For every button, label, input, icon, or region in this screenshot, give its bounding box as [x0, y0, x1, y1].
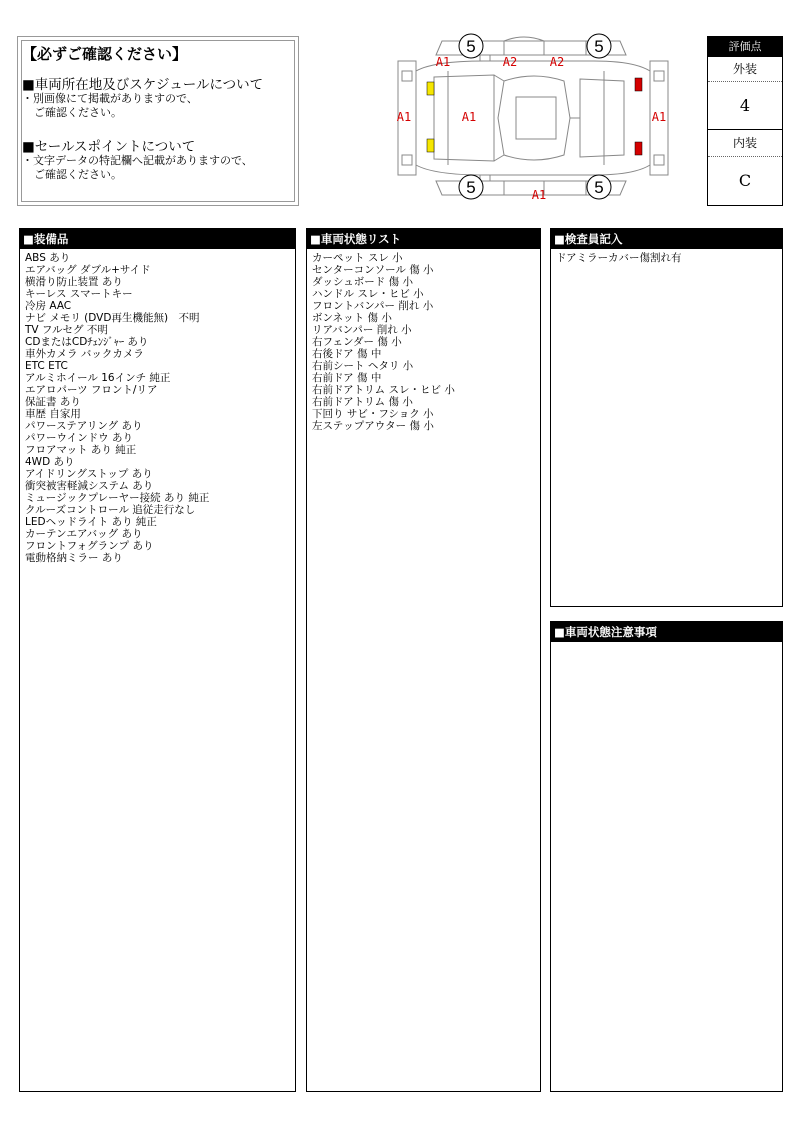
equipment-item: 衝突被害軽減システム あり [25, 480, 154, 492]
condition-item: 右前ドアトリム 傷 小 [312, 396, 413, 408]
notice-section1-heading: ■車両所在地及びスケジュールについて [22, 77, 264, 93]
interior-label: 内装 [708, 129, 782, 157]
damage-code-a1-bottom: A1 [531, 188, 547, 202]
exterior-label: 外装 [708, 57, 782, 82]
equipment-item: パワーウインドウ あり [25, 432, 134, 444]
tire-grade-br: 5 [594, 178, 604, 197]
tire-grade-tr: 5 [594, 37, 604, 56]
equipment-item: ETC ETC [25, 360, 68, 372]
notice-section1-body-2: ご確認ください。 [34, 106, 122, 119]
red-marker-bottom [635, 142, 642, 155]
condition-list [307, 249, 540, 432]
inspector-header: ■検査員記入 [551, 229, 782, 249]
condition-item: フロントバンパー 削れ 小 [312, 300, 434, 312]
equipment-item: ABS あり [25, 252, 71, 264]
equipment-item: CDまたはCDﾁｪﾝｼﾞｬｰ あり [25, 336, 149, 348]
yellow-marker-bottom [427, 139, 434, 152]
damage-code-a1-right-side: A1 [651, 110, 667, 124]
equipment-panel [19, 228, 296, 1092]
condition-item: リアバンパー 削れ 小 [312, 324, 412, 336]
tire-grade-tl: 5 [466, 37, 476, 56]
equipment-item: アルミホイール 16インチ 純正 [25, 372, 171, 384]
inspector-panel [550, 228, 783, 607]
equipment-item: 冷房 AAC [25, 300, 72, 312]
condition-item: ボンネット 傷 小 [312, 312, 392, 324]
tire-grade-bl: 5 [466, 178, 476, 197]
red-marker-top [635, 78, 642, 91]
equipment-item: クルーズコントロール 追従走行なし [25, 504, 196, 516]
damage-code-a2-left: A2 [502, 55, 518, 69]
condition-item: ダッシュボード 傷 小 [312, 276, 413, 288]
grade-box [707, 36, 783, 206]
damage-code-a2-right: A2 [549, 55, 565, 69]
yellow-marker-top [427, 82, 434, 95]
equipment-item: カーテンエアバッグ あり [25, 528, 143, 540]
equipment-item: アイドリングストップ あり [25, 468, 153, 480]
equipment-item: TV フルセグ 不明 [25, 324, 108, 336]
equipment-header: ■装備品 [20, 229, 295, 249]
notice-section2-body-2: ご確認ください。 [34, 168, 122, 181]
interior-value: C [738, 171, 752, 190]
condition-item: 右前シート ヘタリ 小 [312, 360, 414, 372]
equipment-item: フロントフォグランプ あり [25, 540, 154, 552]
equipment-item: 車外カメラ バックカメラ [25, 348, 144, 360]
notes-panel [550, 621, 783, 1092]
condition-header: ■車両状態リスト [307, 229, 540, 249]
condition-item: 右後ドア 傷 中 [312, 348, 382, 360]
condition-item: 右前ドア 傷 中 [312, 372, 382, 384]
condition-item: カーペット スレ 小 [312, 252, 403, 264]
equipment-item: LEDヘッドライト あり 純正 [25, 516, 157, 528]
exterior-value: 4 [739, 96, 751, 115]
equipment-item: ナビ メモリ (DVD再生機能無) 不明 [25, 312, 200, 324]
equipment-item: 4WD あり [25, 456, 75, 468]
equipment-item: エアロパーツ フロント/リア [25, 384, 158, 396]
condition-item: 左ステップアウター 傷 小 [312, 420, 434, 432]
car-damage-diagram [394, 31, 672, 205]
condition-item: 右前ドアトリム スレ・ヒビ 小 [312, 384, 455, 396]
equipment-item: 横滑り防止装置 あり [25, 276, 123, 288]
inspector-text: ドアミラーカバー傷割れ有 [556, 252, 682, 264]
damage-code-a1-front-left: A1 [435, 55, 451, 69]
equipment-item: キーレス スマートキー [25, 288, 133, 300]
equipment-item: 電動格納ミラー あり [25, 552, 123, 564]
condition-item: 下回り サビ・フショク 小 [312, 408, 434, 420]
damage-code-a1-hood: A1 [461, 110, 477, 124]
equipment-item: パワーステアリング あり [25, 420, 143, 432]
equipment-item: ミュージックプレーヤー接続 あり 純正 [25, 492, 210, 504]
equipment-item: 車歴 自家用 [25, 408, 81, 420]
notice-section1-body-1: ・別画像にて掲載がありますので、 [22, 92, 198, 105]
damage-code-a1-left-side: A1 [396, 110, 412, 124]
condition-item: ハンドル スレ・ヒビ 小 [312, 288, 424, 300]
condition-panel [306, 228, 541, 1092]
condition-item: 右フェンダー 傷 小 [312, 336, 402, 348]
equipment-item: エアバッグ ダブル+サイド [25, 264, 151, 276]
grade-header: 評価点 [708, 37, 782, 57]
notes-header: ■車両状態注意事項 [551, 622, 782, 642]
equipment-item: フロアマット あり 純正 [25, 444, 137, 456]
notice-box [17, 36, 299, 206]
equipment-list [20, 249, 295, 564]
notice-section2-heading: ■セールスポイントについて [22, 139, 196, 155]
notice-title: 【必ずご確認ください】 [22, 45, 188, 63]
equipment-item: 保証書 あり [25, 396, 81, 408]
condition-item: センターコンソール 傷 小 [312, 264, 434, 276]
notice-section2-body-1: ・文字データの特記欄へ記載がありますので、 [22, 154, 253, 167]
